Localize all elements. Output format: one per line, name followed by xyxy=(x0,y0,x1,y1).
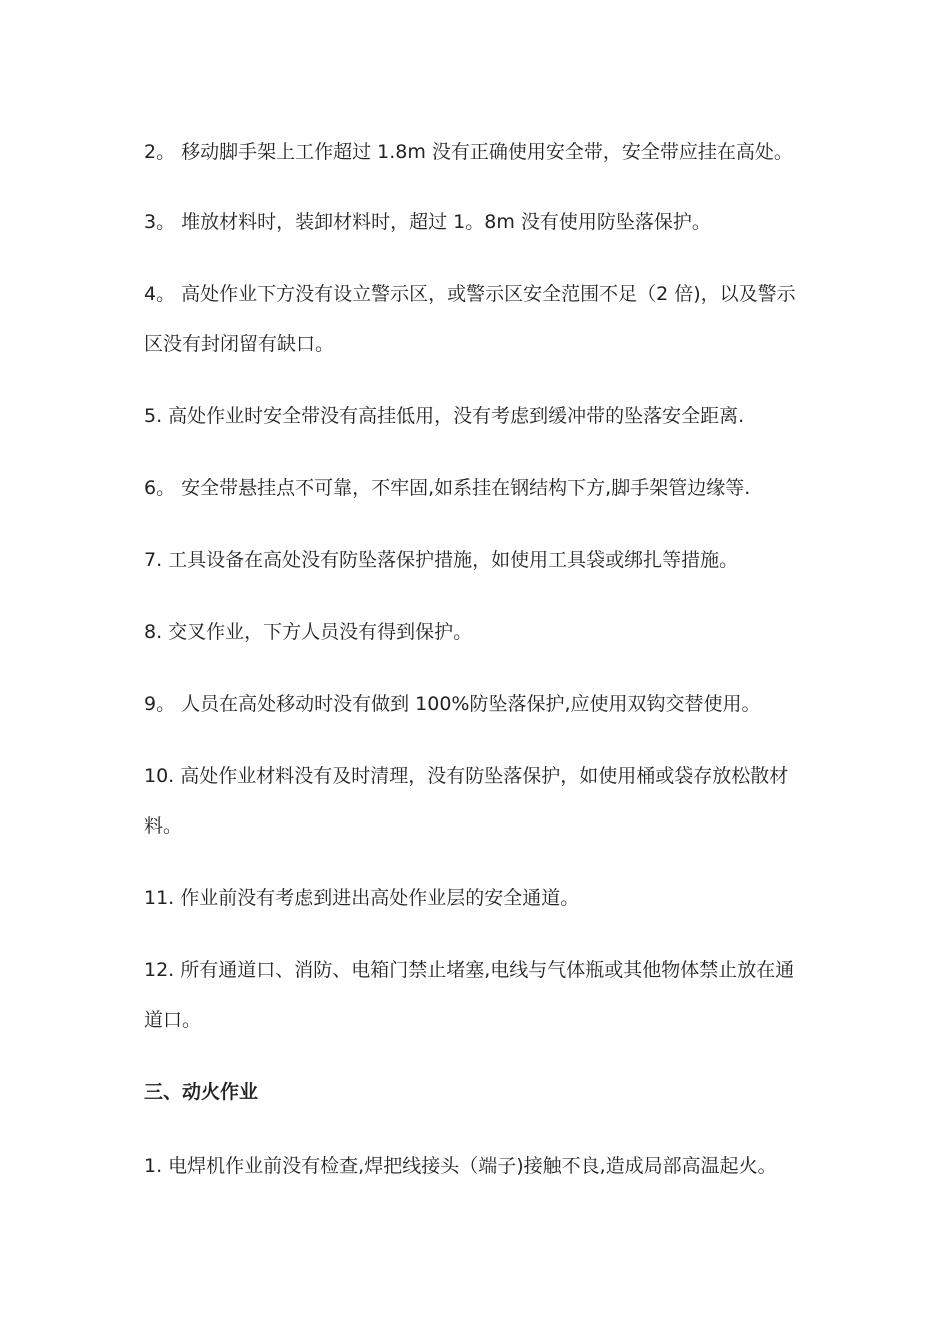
item-7-text: 7. 工具设备在高处没有防坠落保护措施，如使用工具袋或绑扎等措施。 xyxy=(144,549,739,571)
item-4-text-line-1: 4。 高处作业下方没有设立警示区，或警示区安全范围不足（2 倍)，以及警示 xyxy=(144,283,796,305)
item-8-text: 8. 交叉作业，下方人员没有得到保护。 xyxy=(144,621,473,643)
item-3-text: 3。 堆放材料时，装卸材料时，超过 1。8m 没有使用防坠落保护。 xyxy=(144,211,711,233)
hot-work-item-1-text: 1. 电焊机作业前没有检查,焊把线接头（端子)接触不良,造成局部高温起火。 xyxy=(144,1155,777,1177)
item-12-text-line-1: 12. 所有通道口、消防、电箱门禁止堵塞,电线与气体瓶或其他物体禁止放在通 xyxy=(144,959,795,981)
item-2-text: 2。 移动脚手架上工作超过 1.8m 没有正确使用安全带，安全带应挂在高处。 xyxy=(144,141,793,163)
item-11-text: 11. 作业前没有考虑到进出高处作业层的安全通道。 xyxy=(144,887,580,909)
item-6-text: 6。 安全带悬挂点不可靠，不牢固,如系挂在钢结构下方,脚手架管边缘等. xyxy=(144,477,751,499)
item-10-text-line-2: 料。 xyxy=(144,815,183,837)
section-heading-hot-work: 三、动火作业 xyxy=(144,1081,259,1103)
item-4-text-line-2: 区没有封闭留有缺口。 xyxy=(144,333,335,355)
item-5-text: 5. 高处作业时安全带没有高挂低用，没有考虑到缓冲带的坠落安全距离. xyxy=(144,405,745,427)
item-10-text-line-1: 10. 高处作业材料没有及时清理，没有防坠落保护，如使用桶或袋存放松散材 xyxy=(144,765,789,787)
item-9-text: 9。 人员在高处移动时没有做到 100%防坠落保护,应使用双钩交替使用。 xyxy=(144,693,761,715)
item-12-text-line-2: 道口。 xyxy=(144,1009,202,1031)
